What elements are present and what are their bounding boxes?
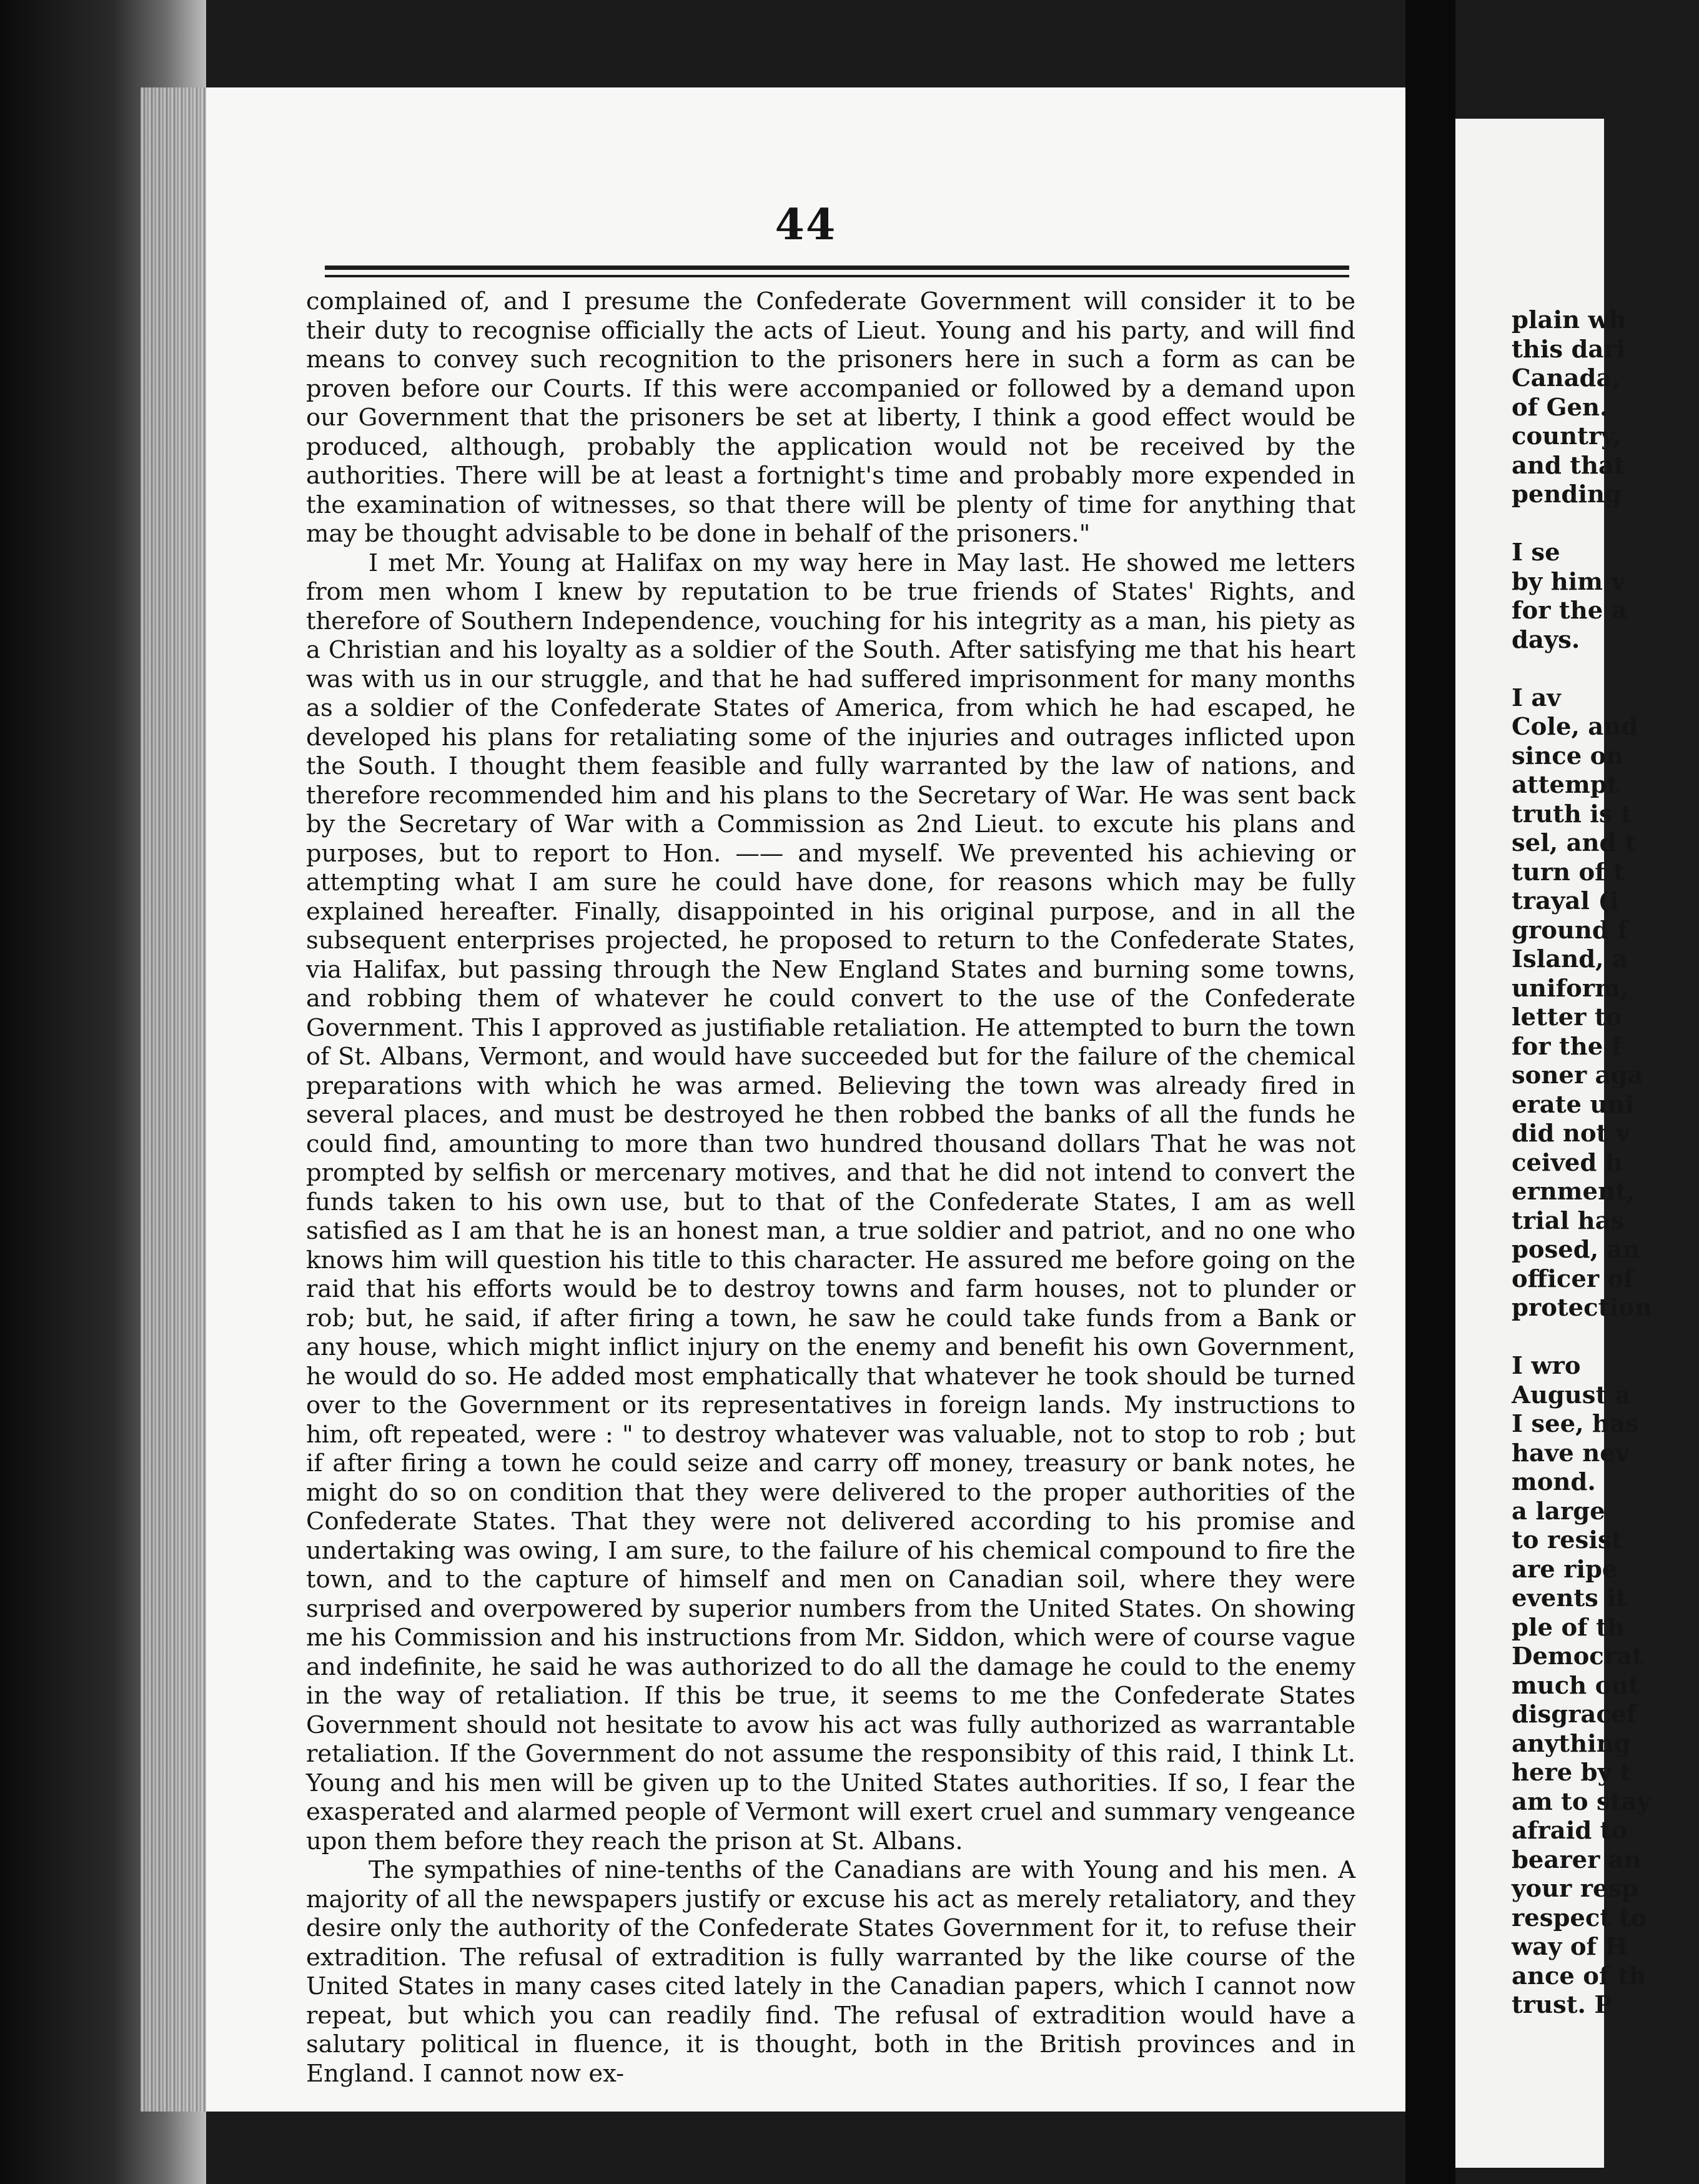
right-page-line: ple of th <box>1512 1613 1625 1642</box>
right-page-line: for the f <box>1512 1032 1622 1061</box>
paragraph-2: I met Mr. Young at Halifax on my way here in May last. He showed me letters from men whom I knew by reputation to be true friends of States' Rights, and therefore of Southern Independence, vouching for his integrity as a man, his piety as a Christian and his loyalty as a soldier of the South. After satisfying me that his heart was with us in our struggle, and that he had suffered imprisonment for many months as a soldier of the Confederate States of America, from which he had escaped, he developed his plans for retaliating some of the injuries and outrages inflicted upon the South. I thought them feasible and fully warranted by the law of nations, and therefore recommended him and his plans to the Secretary of War. He was sent back by the Secretary of War with a Commission as 2nd Lieut. to excute his plans and purposes, but to report to Hon. —— and myself. We prevented his achieving or attempting what I am sure he could have done, for reasons which may be fully explained hereafter. Finally, disappointed in his original purpose, and in all the subsequent enterprises projected, he proposed to return to the Confederate States, via Halifax, but passing through the New England States and burning some towns, and robbing them of whatever he could convert to the use of the Confederate Government. This I approved as justifiable retaliation. He attempted to burn the town of St. Albans, Vermont, and would have succeeded but for the failure of the chemical preparations with which he was armed. Believing the town was already fired in several places, and must be destroyed he then robbed the banks of all the funds he could find, amounting to more than two hundred thousand dollars That he was not prompted by selfish or mercenary motives, and that he did not intend to convert the funds taken to his own use, but to that of the Confederate States, I am as well satisfied as I am that he is an honest man, a true soldier and patriot, and no one who knows him will question his title to this character. He assured me before going on the raid that his efforts would be to destroy towns and farm houses, not to plunder or rob; but, he said, if after firing a town, he saw he could take funds from a Bank or any house, which might inflict injury on the enemy and benefit his own Government, he would do so. He added most emphatically that whatever he took should be turned over to the Government or its representatives in foreign lands. My instructions to him, oft repeated, were : " to destroy whatever was valuable, not to stop to rob ; but if after firing a town he could seize and carry off money, treasury or bank notes, he might do so on condition that they were delivered to the proper authorities of the Confederate States. That they were not delivered according to his promise and undertaking was owing, I am sure, to the failure of his chemical compound to fire the town, and to the capture of himself and men on Canadian soil, where they were surprised and overpowered by superior numbers from the United States. On showing me his Commission and his instructions from Mr. Siddon, which were of course vague and indefinite, he said he was authorized to do all the damage he could to the enemy in the way of retaliation. If this be true, it seems to me the Confederate States Government should not hesitate to avow his act was fully authorized as warrantable retaliation. If the Government do not assume the responsibity of this raid, I think Lt. Young and his men will be given up to the United States authorities. If so, I fear the exasperated and alarmed people of Vermont will exert cruel and summary vengeance upon them before they reach the prison at St. Albans. <box>306 548 1355 1855</box>
right-page-line: ance of th <box>1512 1962 1647 1990</box>
right-page-line: Canada, <box>1512 364 1620 392</box>
right-page-line: sel, and t <box>1512 829 1636 857</box>
right-page-line: I se <box>1512 539 1560 567</box>
left-page <box>206 87 1405 2112</box>
right-page-line <box>1512 1323 1699 1353</box>
right-page-line: am to stay <box>1512 1787 1651 1816</box>
right-page-line: trayal (i <box>1512 887 1619 915</box>
right-page-line: ernment, <box>1512 1178 1635 1206</box>
right-page-line: much out <box>1512 1671 1640 1700</box>
right-page-line: this dari <box>1512 335 1626 364</box>
right-page-line: country, <box>1512 422 1622 450</box>
right-page-line: way of H <box>1512 1933 1628 1961</box>
right-page-line: ground f <box>1512 916 1628 945</box>
right-page-line: here by t <box>1512 1759 1632 1787</box>
right-page-line: trust. P <box>1512 1991 1613 2019</box>
right-page-line: ceived h <box>1512 1148 1623 1177</box>
right-page-line: Democrat <box>1512 1642 1643 1670</box>
right-page-line: August a <box>1512 1381 1631 1409</box>
right-page-line: anything <box>1512 1729 1631 1758</box>
right-page-line: your resp <box>1512 1875 1639 1903</box>
paragraph-3: The sympathies of nine-tenths of the Canadians are with Young and his men. A majority of all the newspapers justify or excuse his act as merely retaliatory, and they desire only the authority of the Confederate States Government for it, to refuse their extradition. The refusal of extradition is fully warranted by the like course of the United States in many cases cited lately in the Canadian papers, which I cannot now repeat, but which you can readily find. The refusal of extradition would have a salutary political in fluence, it is thought, both in the British provinces and in England. I cannot now ex- <box>306 1856 1355 2088</box>
right-page-line: a large <box>1512 1497 1605 1526</box>
right-page-line: by him v <box>1512 567 1625 596</box>
right-page-line: since on <box>1512 742 1624 770</box>
right-page-line: I wro <box>1512 1352 1581 1380</box>
right-page-line: Cole, and <box>1512 713 1638 741</box>
header-rule-thick <box>325 266 1349 270</box>
page-edges <box>141 87 209 2112</box>
right-page-line: plain wh <box>1512 306 1627 334</box>
right-page-line: of Gen. <box>1512 393 1608 422</box>
right-page-line: turn of t <box>1512 858 1625 886</box>
right-page-line: I see, has <box>1512 1410 1639 1438</box>
right-page-fragment <box>1455 119 1652 2168</box>
right-page-line: days. <box>1512 625 1580 654</box>
right-page-line: protection <box>1512 1294 1652 1322</box>
right-page-line: to resist <box>1512 1526 1623 1554</box>
right-page-line: afraid to <box>1512 1817 1628 1845</box>
right-page-line: officer of <box>1512 1264 1634 1293</box>
right-page-line <box>1512 655 1699 684</box>
right-page-line <box>1512 510 1699 539</box>
right-page-line: trial has <box>1512 1206 1625 1235</box>
right-page-line: events it <box>1512 1584 1627 1612</box>
body-text <box>306 287 1355 2088</box>
page-number: 44 <box>775 200 837 250</box>
right-page-line: uniform, <box>1512 974 1629 1003</box>
right-page-line: pending <box>1512 480 1622 509</box>
right-page-line: respect to <box>1512 1904 1647 1932</box>
right-page-line: disgracef <box>1512 1700 1637 1729</box>
header-rule-thin <box>325 275 1349 277</box>
right-page-text <box>1512 306 1699 2020</box>
right-page-line: have nev <box>1512 1439 1630 1467</box>
right-page-line: soner aga <box>1512 1061 1643 1090</box>
right-page-line: Island, a <box>1512 945 1628 973</box>
right-page-line: erate uni <box>1512 1090 1635 1119</box>
right-page-line: I av <box>1512 683 1561 712</box>
paragraph-1: complained of, and I presume the Confederate Government will consider it to be their duty to recognise officially the acts of Lieut. Young and his party, and will find means to convey such recognition to the prisoners here in such a form as can be proven before our Courts. If this were accompanied or followed by a demand upon our Government that the prisoners be set at liberty, I think a good effect would be produced, although, probably the application would not be received by the authorities. There will be at least a fortnight's time and probably more expended in the examination of witnesses, so that there will be plenty of time for anything that may be thought advisable to be done in behalf of the prisoners." <box>306 287 1355 548</box>
right-page-line: are ripe <box>1512 1555 1618 1584</box>
right-page-line: bearer an <box>1512 1845 1642 1874</box>
right-page-line: for the a <box>1512 597 1627 625</box>
right-page-line: letter to <box>1512 1003 1622 1031</box>
right-page-line: truth is t <box>1512 800 1632 828</box>
right-page-line: and that <box>1512 451 1625 480</box>
right-page-line: posed, an <box>1512 1236 1640 1264</box>
right-page-line: attempt <box>1512 771 1618 799</box>
right-page-line: mond. <box>1512 1468 1596 1496</box>
right-page-line: did not v <box>1512 1119 1630 1148</box>
book-gutter <box>1405 0 1455 2184</box>
